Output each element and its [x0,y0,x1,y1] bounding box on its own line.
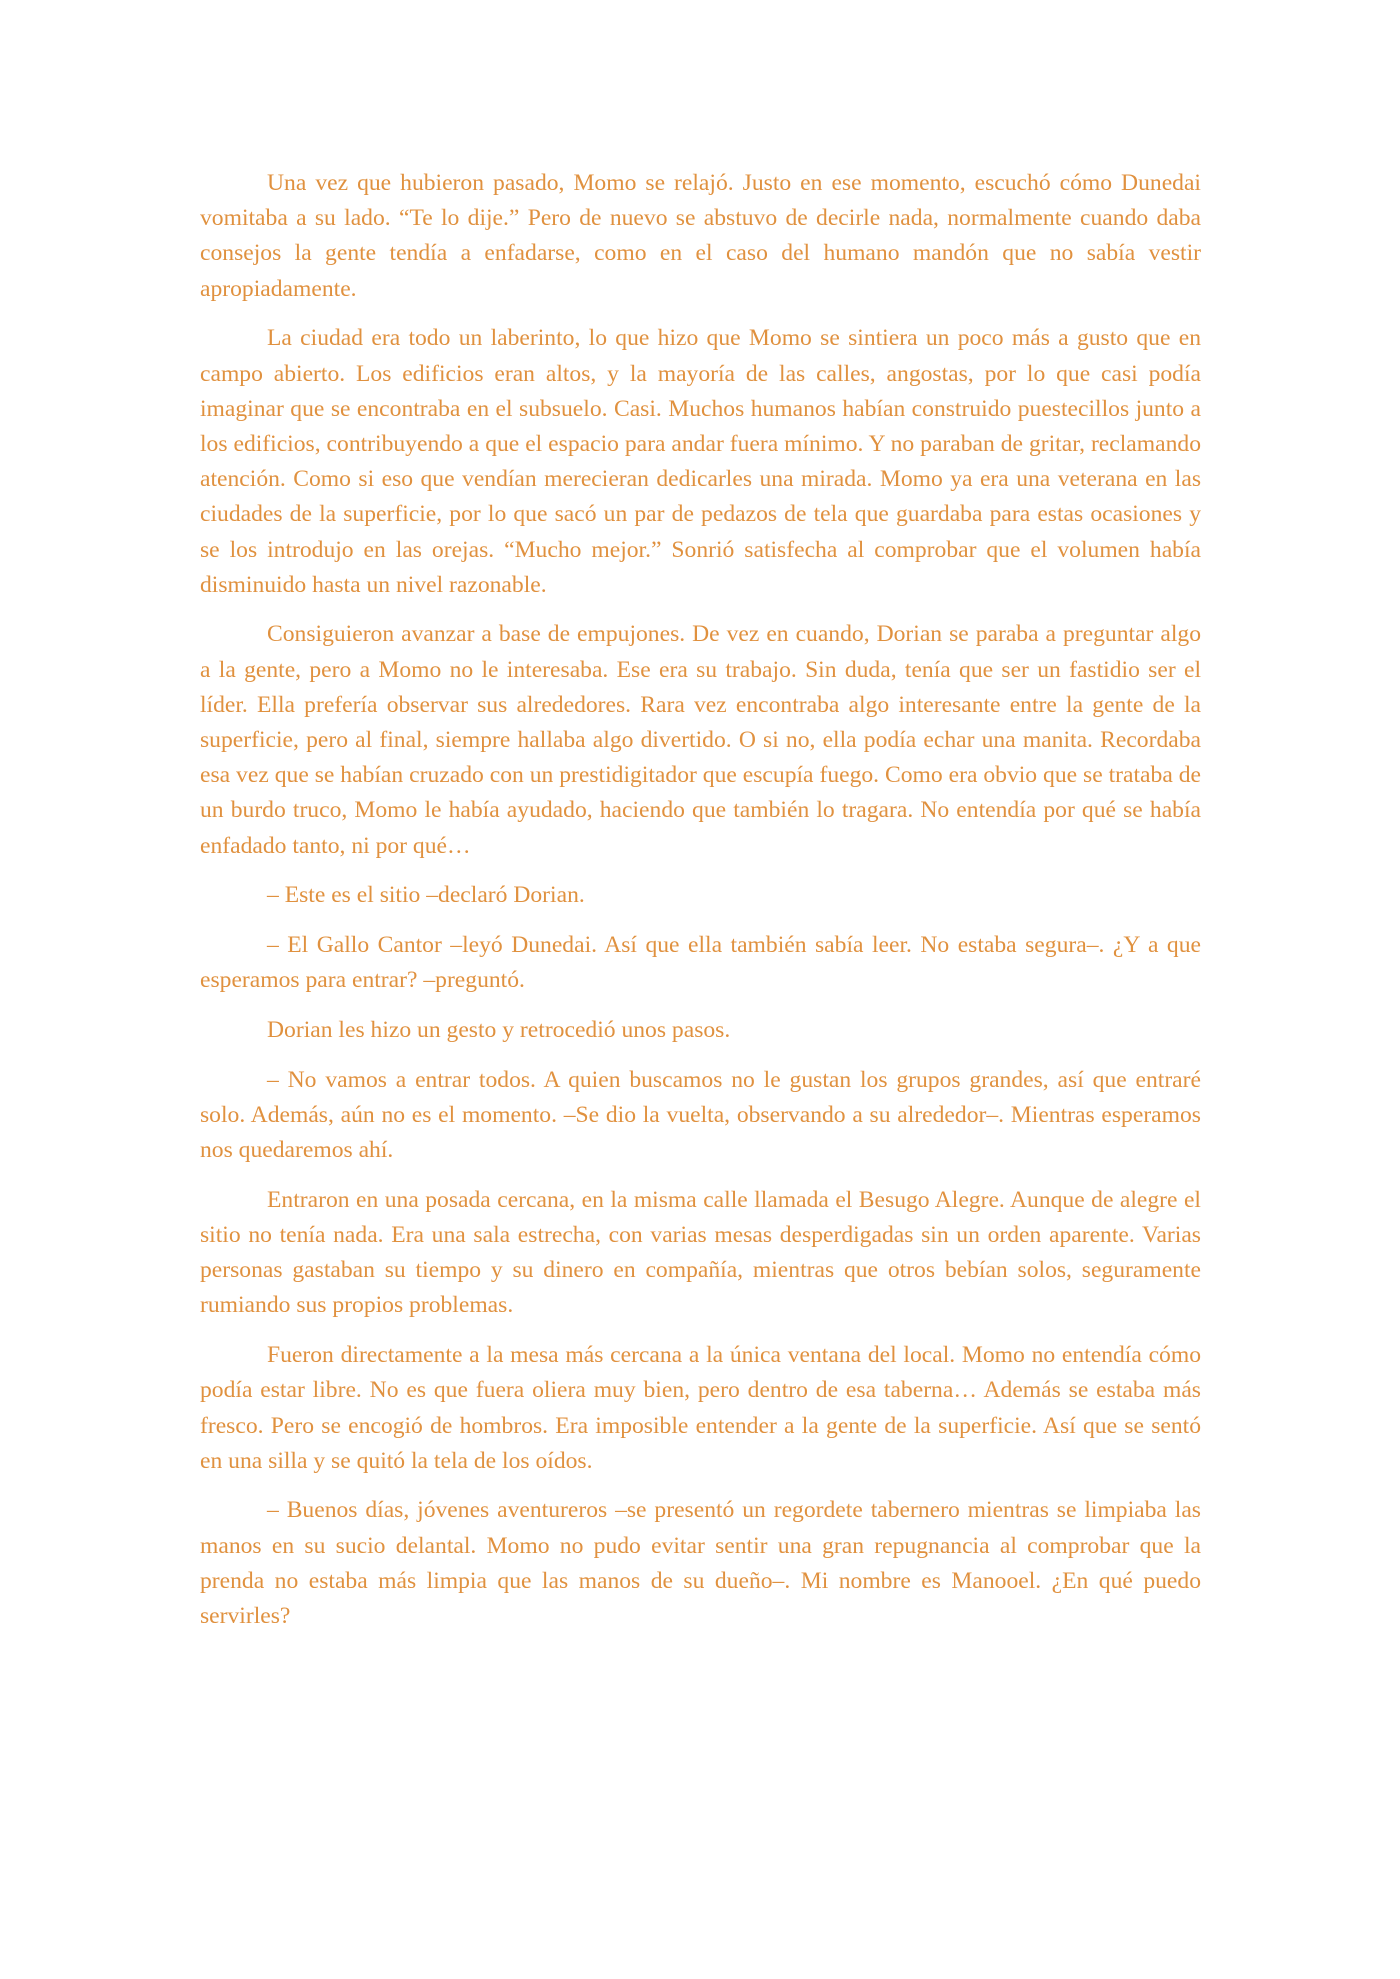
document-body [200,166,1201,1634]
dialogue-line-4: – Buenos días, jóvenes aventureros –se presentó un regordete tabernero mientras se limpiaba las manos en su sucio delantal. Momo no pudo evitar sentir una gran repugnancia al comprobar que la prenda no estaba más limpia que las manos de su dueño–. Mi nombre es Manooel. ¿En qué puedo servirles? [200,1497,1201,1630]
dialogue-line-1: – Este es el sitio –declaró Dorian. [267,882,585,909]
dialogue-line-2: – El Gallo Cantor –leyó Dunedai. Así que ella también sabía leer. No estaba segura–. ¿Y a que esperamos para entrar? –preguntó. [200,932,1201,994]
paragraph-4: Dorian les hizo un gesto y retrocedió unos pasos. [267,1016,731,1043]
paragraph-5: Entraron en una posada cercana, en la misma calle llamada el Besugo Alegre. Aunque de alegre el sitio no tenía nada. Era una sala estrecha, con varias mesas desperdigadas sin un orden aparente. Varias personas gastaban su tiempo y su dinero en compañía, mientras que otros bebían solos, seguramente rumiando sus propios problemas. [200,1186,1201,1319]
paragraph-2: La ciudad era todo un laberinto, lo que hizo que Momo se sintiera un poco más a gusto que en campo abierto. Los edificios eran altos, y la mayoría de las calles, angostas, por lo que casi podía imaginar que se encontraba en el subsuelo. Casi. Muchos humanos habían construido puestecillos junto a los edificios, contribuyendo a que el espacio para andar fuera mínimo. Y no paraban de gritar, reclamando atención. Como si eso que vendían merecieran dedicarles una mirada. Momo ya era una veterana en las ciudades de la superficie, por lo que sacó un par de pedazos de tela que guardaba para estas ocasiones y se los introdujo en las orejas. “Mucho mejor.” Sonrió satisfecha al comprobar que el volumen había disminuido hasta un nivel razonable. [200,325,1201,598]
paragraph-6: Fueron directamente a la mesa más cercana a la única ventana del local. Momo no entendía cómo podía estar libre. No es que fuera oliera muy bien, pero dentro de esa taberna… Además se estaba más fresco. Pero se encogió de hombros. Era imposible entender a la gente de la superficie. Así que se sentó en una silla y se quitó la tela de los oídos. [200,1342,1201,1474]
dialogue-line-3: – No vamos a entrar todos. A quien buscamos no le gustan los grupos grandes, así que entraré solo. Además, aún no es el momento. –Se dio la vuelta, observando a su alrededor–. Mientras esperamos nos quedaremos ahí. [200,1066,1201,1164]
paragraph-3: Consiguieron avanzar a base de empujones. De vez en cuando, Dorian se paraba a preguntar algo a la gente, pero a Momo no le interesaba. Ese era su trabajo. Sin duda, tenía que ser un fastidio ser el líder. Ella prefería observar sus alrededores. Rara vez encontraba algo interesante entre la gente de la superficie, pero al final, siempre hallaba algo divertido. O si no, ella podía echar una manita. Recordaba esa vez que se habían cruzado con un prestidigitador que escupía fuego. Como era obvio que se trataba de un burdo truco, Momo le había ayudado, haciendo que también lo tragara. No entendía por qué se había enfadado tanto, ni por qué… [200,621,1201,859]
paragraph-1: Una vez que hubieron pasado, Momo se relajó. Justo en ese momento, escuchó cómo Dunedai vomitaba a su lado. “Te lo dije.” Pero de nuevo se abstuvo de decirle nada, normalmente cuando daba consejos la gente tendía a enfadarse, como en el caso del humano mandón que no sabía vestir apropiadamente. [200,170,1201,302]
